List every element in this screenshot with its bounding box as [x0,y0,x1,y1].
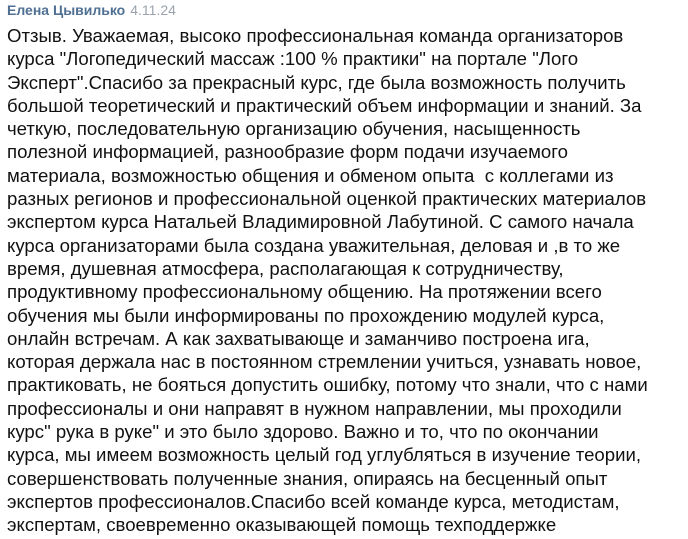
message-line: экспертом курса Натальей Владимировной Лабутиной. С самого начала [7,211,634,233]
message-line: экспертам, своевременно оказывающей помощь техподдержке [7,514,557,536]
message-line: большой теоретический и практический объем информации и знаний. За [7,94,642,116]
message-line: продуктивному профессиональному общению. На протяжении всего [7,281,602,303]
message-line: курса организаторами была создана уважительная, деловая и ,в то же [7,234,621,256]
message-line: которая держала нас в постоянном стремлении учиться, узнавать новое, [7,351,642,373]
message-line: онлайн встречам. А как захватывающе и заманчиво построена ига, [7,327,590,349]
message-line: полезной информацией, разнообразие форм подачи изучаемого [7,141,568,163]
message-date: 4.11.24 [130,2,176,18]
message-line: разных регионов и профессиональной оценкой практических материалов [7,188,647,210]
author-name[interactable]: Елена Цывилько [7,2,126,18]
message-line: время, душевная атмосфера, располагающая к сотрудничеству, [7,257,564,279]
message-line: совершенствовать полученные знания, опираясь на бесценный опыт [7,467,608,489]
message-text [7,24,682,537]
message-line: практиковать, не бояться допустить ошибку, потому что знали, что с нами [7,374,648,396]
message-line: обучения мы были информированы по прохождению модулей курса, [7,304,605,326]
message-header [7,2,682,22]
message-line: экспертов профессионалов.Спасибо всей команде курса, методистам, [7,490,620,512]
message-line: Отзыв. Уважаемая, высоко профессиональная команда организаторов [7,25,624,46]
message-line: четкую, последовательную организацию обучения, насыщенность [7,118,581,140]
message-line: материала, возможностью общения и обменом опыта с коллегами из [7,164,614,186]
message-line: Эксперт".Спасибо за прекрасный курс, где была возможность получить [7,71,626,93]
message-line: курс" рука в руке" и это было здорово. Важно и то, что по окончании [7,421,599,443]
message-line: курса "Логопедический массаж :100 % практики" на портале "Лого [7,48,579,70]
message-line: профессионалы и они направят в нужном направлении, мы проходили [7,397,622,419]
message-line: курса, мы имеем возможность целый год углубляться в изучение теории, [7,444,642,466]
